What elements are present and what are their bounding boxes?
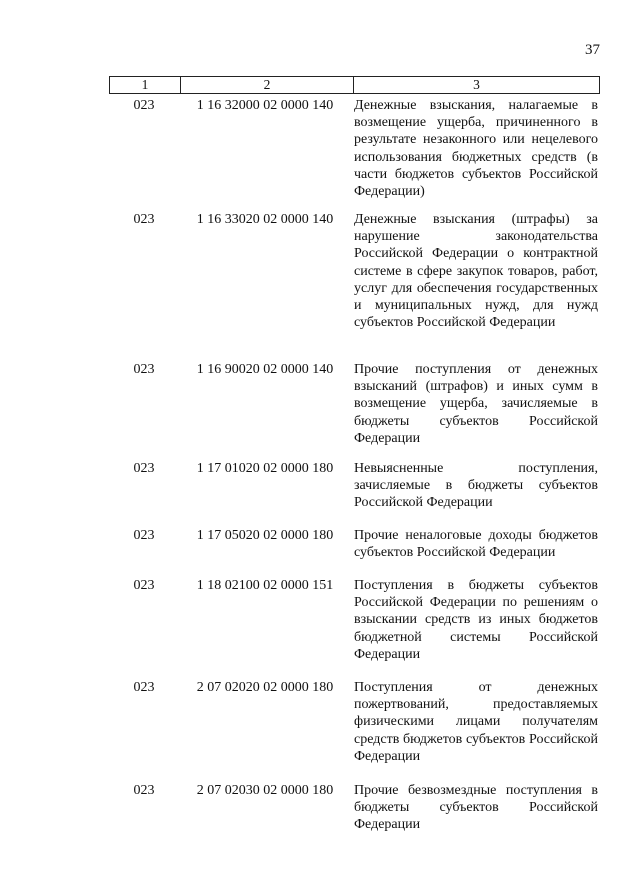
- budget-code-cell: 1 16 90020 02 0000 140: [196, 362, 334, 377]
- description-cell: Прочие неналоговые доходы бюджетов субъектов Российской Федерации: [354, 528, 598, 561]
- column-header-3: 3: [354, 77, 600, 94]
- description-cell: Поступления от денежных пожертвований, предоставляемых физическими лицами получателям средств бюджетов субъектов Российской Федерации: [354, 680, 598, 764]
- admin-code-cell: 023: [133, 783, 155, 798]
- column-header-2: 2: [181, 77, 354, 94]
- budget-code-cell: 1 17 05020 02 0000 180: [196, 528, 334, 543]
- admin-code-cell: 023: [133, 212, 155, 227]
- description-cell: Денежные взыскания, налагаемые в возмещение ущерба, причиненного в результате незаконного или нецелевого использования бюджетных средств (в части бюджетов субъектов Российской Федерации): [354, 98, 598, 200]
- budget-code-cell: 1 18 02100 02 0000 151: [196, 578, 334, 593]
- description-cell: Поступления в бюджеты субъектов Российской Федерации по решениям о взыскании средств из иных бюджетов бюджетной системы Российской Федерации: [354, 578, 598, 662]
- budget-code-cell: 1 17 01020 02 0000 180: [196, 461, 334, 476]
- admin-code-cell: 023: [133, 578, 155, 593]
- budget-code-cell: 2 07 02030 02 0000 180: [196, 783, 334, 798]
- budget-code-cell: 2 07 02020 02 0000 180: [196, 680, 334, 695]
- description-cell: Прочие безвозмездные поступления в бюджеты субъектов Российской Федерации: [354, 783, 598, 833]
- page-number: 37: [585, 42, 600, 58]
- table-header: [109, 76, 600, 94]
- admin-code-cell: 023: [133, 528, 155, 543]
- column-header-1: 1: [110, 77, 181, 94]
- admin-code-cell: 023: [133, 461, 155, 476]
- description-cell: Прочие поступления от денежных взысканий (штрафов) и иных сумм в возмещение ущерба, зачисляемые в бюджеты субъектов Российской Федерации: [354, 362, 598, 446]
- admin-code-cell: 023: [133, 362, 155, 377]
- admin-code-cell: 023: [133, 98, 155, 113]
- budget-code-cell: 1 16 32000 02 0000 140: [196, 98, 334, 113]
- admin-code-cell: 023: [133, 680, 155, 695]
- budget-code-cell: 1 16 33020 02 0000 140: [196, 212, 334, 227]
- description-cell: Невыясненные поступления, зачисляемые в бюджеты субъектов Российской Федерации: [354, 461, 598, 511]
- description-cell: Денежные взыскания (штрафы) за нарушение законодательства Российской Федерации о контрактной системе в сфере закупок товаров, работ, услуг для обеспечения государственных и муниципальных нужд, для нужд субъектов Российской Федерации: [354, 212, 598, 331]
